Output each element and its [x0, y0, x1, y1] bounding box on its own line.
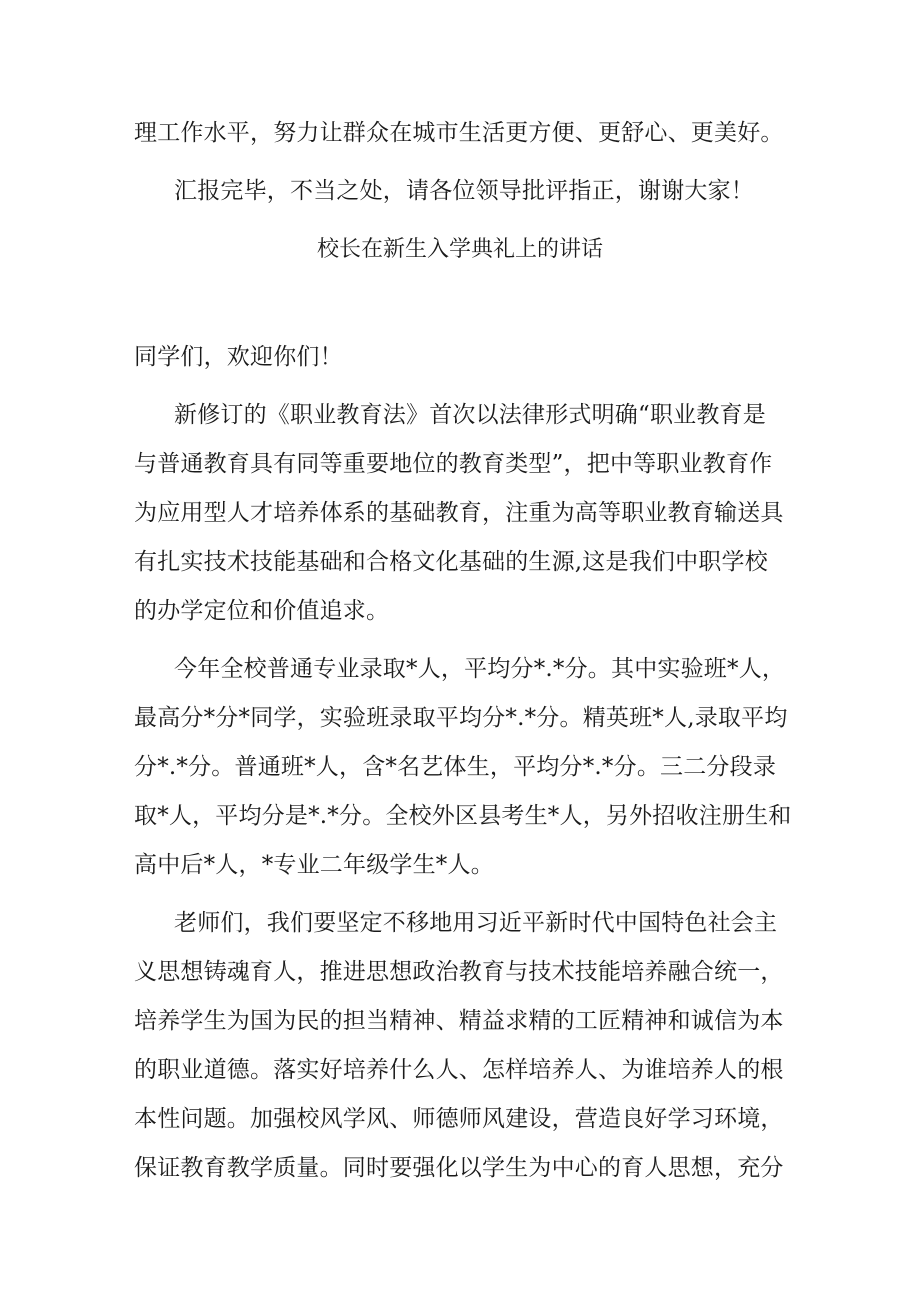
paragraph-2-line: 分*.*分。普通班*人，含*名艺体生，平均分*.*分。三二分段录 — [134, 754, 777, 780]
paragraph-3-line: 本性问题。加强校风学风、师德师风建设，营造良好学习环境， — [134, 1106, 784, 1132]
paragraph-2-line: 高中后*人，*专业二年级学生*人。 — [134, 852, 494, 878]
greeting: 同学们，欢迎你们！ — [134, 344, 343, 370]
paragraph-1-line: 的办学定位和价值追求。 — [134, 598, 390, 624]
prev-section-tail: 理工作水平，努力让群众在城市生活更方便、更舒心、更美好。 — [134, 120, 784, 146]
paragraph-3-line: 义思想铸魂育人，推进思想政治教育与技术技能培养融合统一， — [134, 959, 784, 985]
paragraph-1-line: 与普通教育具有同等重要地位的教育类型”，把中等职业教育作 — [134, 451, 773, 477]
paragraph-3-line: 培养学生为国为民的担当精神、精益求精的工匠精神和诚信为本 — [134, 1008, 784, 1034]
paragraph-1-line: 有扎实技术技能基础和合格文化基础的生源,这是我们中职学校 — [134, 549, 768, 575]
paragraph-3-line: 老师们，我们要坚定不移地用习近平新时代中国特色社会主 — [174, 910, 778, 936]
paragraph-1-line: 为应用型人才培养体系的基础教育，注重为高等职业教育输送具 — [134, 500, 784, 526]
paragraph-2-line: 最高分*分*同学，实验班录取平均分*.*分。精英班*人,录取平均 — [134, 705, 788, 731]
paragraph-3-line: 的职业道德。落实好培养什么人、怎样培养人、为谁培养人的根 — [134, 1057, 784, 1083]
paragraph-2-line: 取*人，平均分是*.*分。全校外区县考生*人，另外招收注册生和 — [134, 803, 792, 829]
paragraph-1-line: 新修订的《职业教育法》首次以法律形式明确“职业教育是 — [174, 402, 766, 428]
closing-line: 汇报完毕，不当之处，请各位领导批评指正，谢谢大家！ — [174, 178, 754, 204]
speech-title: 校长在新生入学典礼上的讲话 — [316, 237, 603, 262]
paragraph-2-line: 今年全校普通专业录取*人，平均分*.*分。其中实验班*人， — [174, 656, 786, 682]
paragraph-3-line: 保证教育教学质量。同时要强化以学生为中心的育人思想，充分 — [134, 1155, 784, 1181]
